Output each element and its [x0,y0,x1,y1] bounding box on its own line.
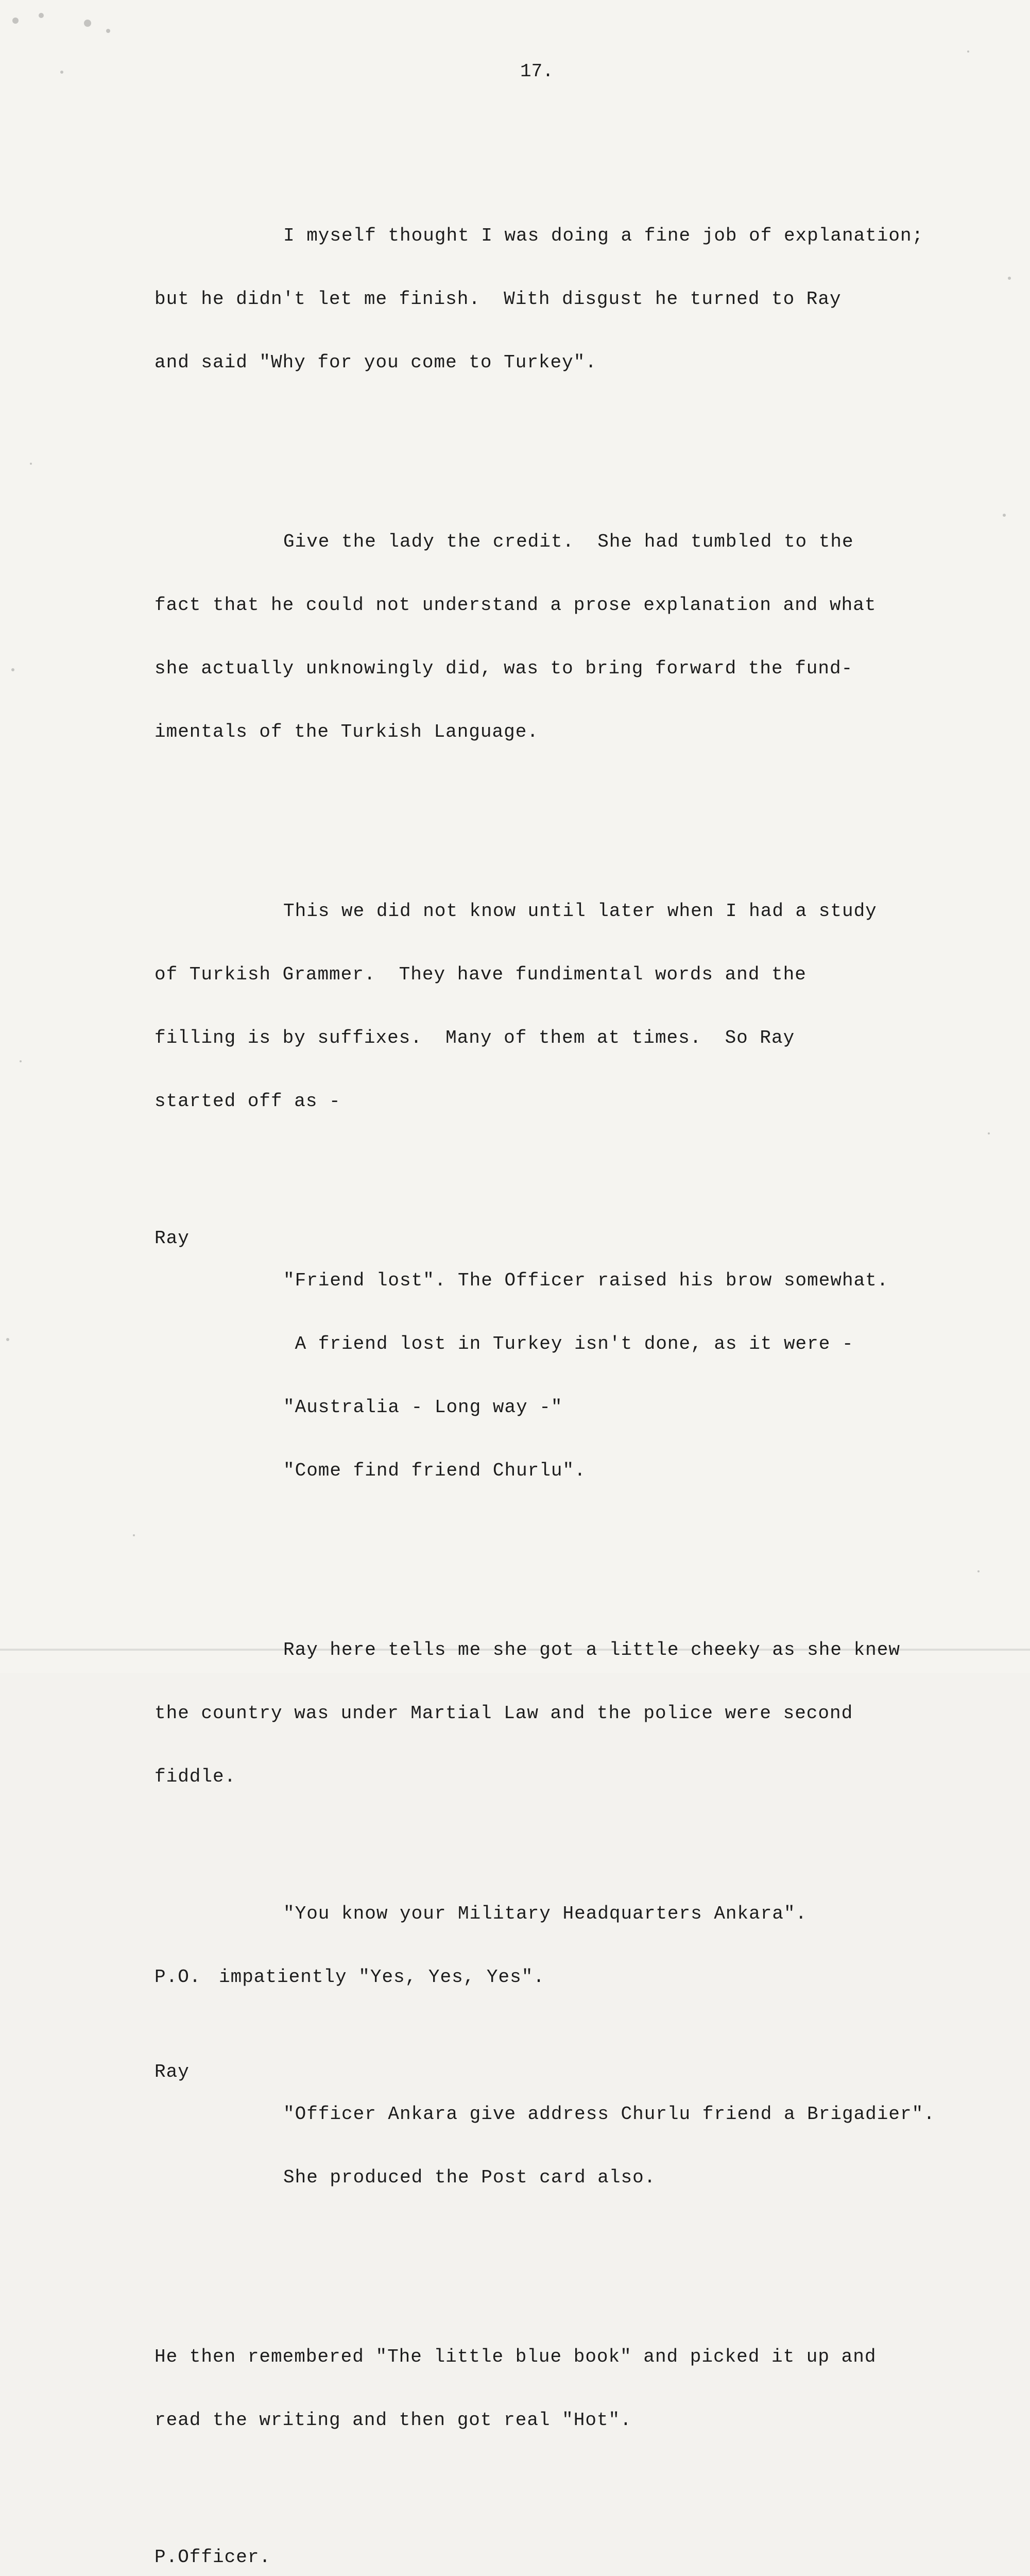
speaker-label [154,1903,283,1924]
text-line: imentals of the Turkish Language. [154,721,539,742]
dialogue-entry [154,1228,978,1523]
dialogue-text [283,2547,978,2576]
paragraph [154,858,978,1154]
dialogue-entry [154,2061,978,2230]
dialogue-entry [154,1903,978,1924]
document-body [154,120,978,2576]
dialogue-text [283,1228,978,1523]
text-line: "Friend lost". The Officer raised his brow somewhat. [283,1270,889,1291]
text-line: and said "Why for you come to Turkey". [154,352,597,373]
dialogue-entry [154,1967,978,1988]
text-line: A friend lost in Turkey isn't done, as it were - [283,1333,854,1354]
speaker-label: P.O. [154,1967,201,1988]
text-line: "Australia - Long way -" [283,1397,563,1418]
text-line: read the writing and then got real "Hot". [154,2410,632,2431]
text-line: fact that he could not understand a prose explanation and what [154,595,877,616]
text-line: started off as - [154,1091,341,1112]
paragraph [154,183,978,415]
text-line: She produced the Post card also. [283,2167,656,2188]
dialogue-text: "You know your Military Headquarters Ankara". [283,1903,808,1924]
speaker-label: Ray [154,1228,190,1249]
dialogue-text: impatiently "Yes, Yes, Yes". [219,1967,545,1988]
paragraph [154,2304,978,2473]
paragraph [154,1597,978,1829]
paragraph [154,489,978,785]
dialogue-text [283,2061,978,2230]
speaker-label: P.Officer. [154,2547,271,2568]
text-line: I myself thought I was doing a fine job of explanation; [283,225,924,246]
dialogue-entry [154,2547,978,2576]
text-line: of Turkish Grammer. They have fundimental words and the [154,964,806,985]
text-line: Ray here tells me she got a little cheeky as she knew [283,1639,900,1660]
page-number: 17. [520,61,554,82]
text-line: but he didn't let me finish. With disgust he turned to Ray [154,289,842,310]
text-line: filling is by suffixes. Many of them at times. So Ray [154,1027,795,1048]
text-line: Give the lady the credit. She had tumbled to the [283,531,854,552]
speaker-label: Ray [154,2061,190,2082]
text-line: "Officer Ankara give address Churlu friend a Brigadier". [283,2104,935,2125]
text-line: fiddle. [154,1766,236,1787]
text-line: she actually unknowingly did, was to bring forward the fund- [154,658,853,679]
text-line: This we did not know until later when I had a study [283,901,877,922]
text-line: He then remembered "The little blue book" and picked it up and [154,2346,877,2367]
text-line: the country was under Martial Law and the police were second [154,1703,853,1724]
text-line: "Come find friend Churlu". [283,1460,586,1481]
